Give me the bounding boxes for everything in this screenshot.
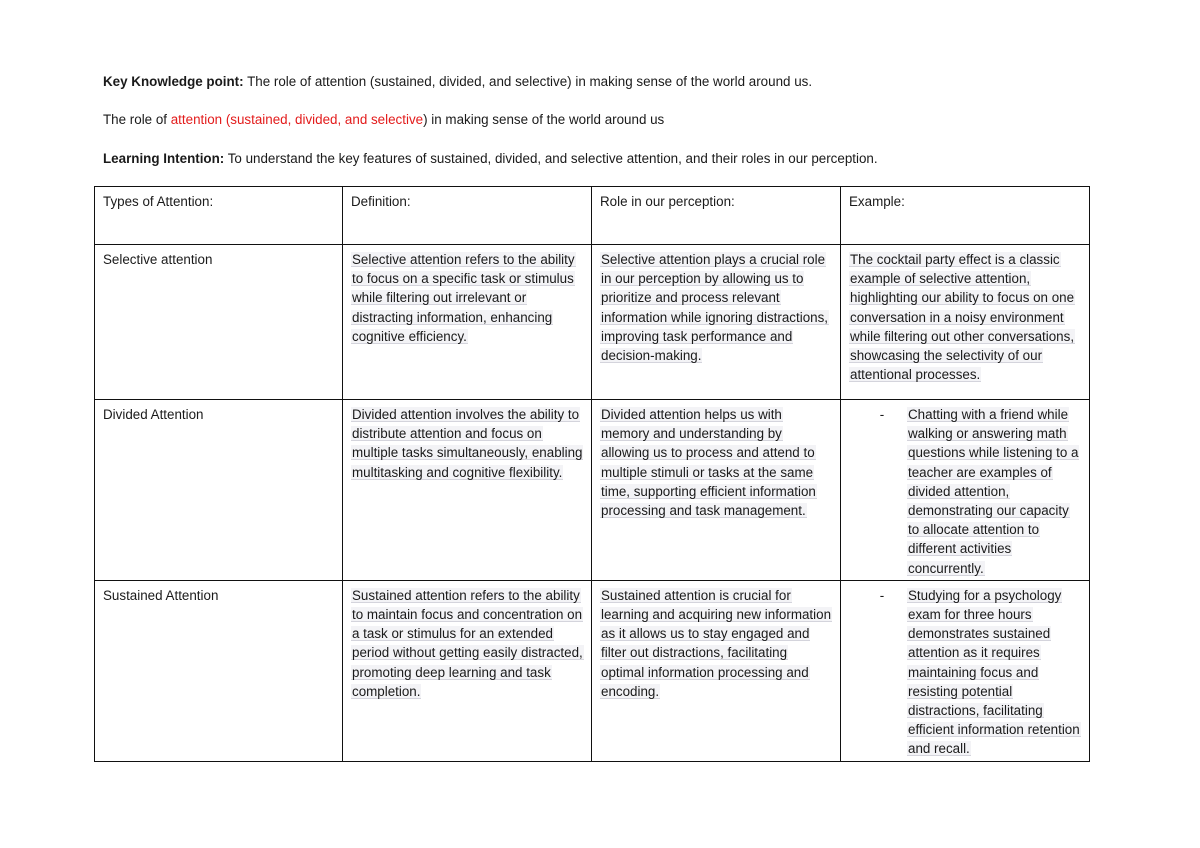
definition-cell xyxy=(343,245,592,400)
example-bullet-item xyxy=(849,586,1081,759)
role-cell xyxy=(592,580,841,761)
role-text: Selective attention plays a crucial role in our perception by allowing us to prioritize and process relevant information while ignoring distractions, improving task performance and decision-making. xyxy=(601,252,829,364)
example-text: The cocktail party effect is a classic example of selective attention, highlighting our ability to focus on one conversation in a noisy environment while filtering out other conversations, showcasing the selectivity of our attentional processes. xyxy=(850,252,1075,383)
definition-cell xyxy=(343,400,592,581)
role-highlight: attention (sustained, divided, and selective xyxy=(170,112,424,127)
key-knowledge-line xyxy=(103,74,812,89)
example-cell xyxy=(841,245,1090,400)
definition-text: Divided attention involves the ability to distribute attention and focus on multiple tasks simultaneously, enabling multitasking and cognitive flexibility. xyxy=(352,407,583,480)
role-cell xyxy=(592,245,841,400)
learning-intention-label: Learning Intention: xyxy=(103,151,225,166)
type-cell: Divided Attention xyxy=(95,400,343,581)
type-cell: Sustained Attention xyxy=(95,580,343,761)
learning-intention-text: To understand the key features of sustained, divided, and selective attention, and their roles in our perception. xyxy=(224,151,878,166)
example-cell xyxy=(841,400,1090,581)
table-row xyxy=(95,580,1090,761)
definition-text: Selective attention refers to the ability to focus on a specific task or stimulus while filtering out irrelevant or distracting information, enhancing cognitive efficiency. xyxy=(352,252,575,344)
header-types: Types of Attention: xyxy=(95,187,343,245)
role-text: Sustained attention is crucial for learning and acquiring new information as it allows us to stay engaged and filter out distractions, facilitating optimal information processing and encoding. xyxy=(601,587,832,699)
definition-text: Sustained attention refers to the ability to maintain focus and concentration on a task or stimulus for an extended period without getting easily distracted, promoting deep learning and task completion. xyxy=(352,587,583,699)
definition-cell xyxy=(343,580,592,761)
example-cell xyxy=(841,580,1090,761)
example-text: Studying for a psychology exam for three hours demonstrates sustained attention as it requires maintaining focus and resisting potential distractions, facilitating efficient information retention and recall. xyxy=(908,587,1080,757)
header-role: Role in our perception: xyxy=(592,187,841,245)
table-row xyxy=(95,400,1090,581)
bullet-dash: - xyxy=(879,407,885,422)
example-bullet-item xyxy=(849,405,1081,578)
table-row xyxy=(95,245,1090,400)
key-knowledge-text: The role of attention (sustained, divided, and selective) in making sense of the world around us. xyxy=(243,74,813,89)
role-line xyxy=(103,112,664,127)
type-cell: Selective attention xyxy=(95,245,343,400)
header-definition: Definition: xyxy=(343,187,592,245)
key-knowledge-label: Key Knowledge point: xyxy=(103,74,244,89)
role-prefix: The role of xyxy=(103,112,171,127)
bullet-dash: - xyxy=(879,587,885,603)
role-text: Divided attention helps us with memory and understanding by allowing us to process and attend to multiple stimuli or tasks at the same time, supporting efficient information processing and task management. xyxy=(601,407,816,519)
learning-intention-line xyxy=(103,151,878,166)
role-cell xyxy=(592,400,841,581)
attention-table xyxy=(94,186,1090,762)
role-suffix: ) in making sense of the world around us xyxy=(423,112,665,127)
table-header-row xyxy=(95,187,1090,245)
header-example: Example: xyxy=(841,187,1090,245)
example-text: Chatting with a friend while walking or answering math questions while listening to a teacher are examples of divided attention, demonstrating our capacity to allocate attention to different activities concurrently. xyxy=(908,407,1079,576)
